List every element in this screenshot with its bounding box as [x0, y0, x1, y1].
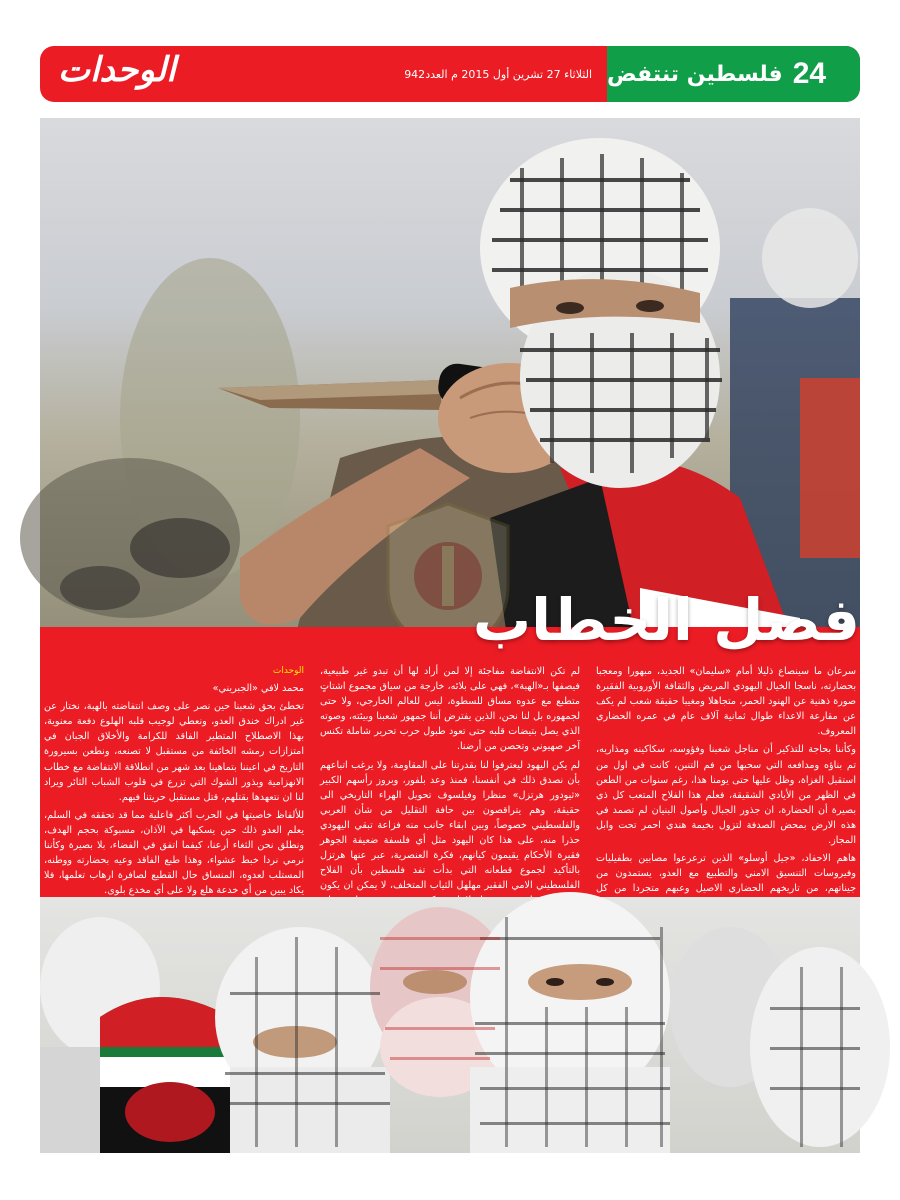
- section-title: فلسطين تنتفض: [607, 61, 783, 87]
- article-column-left: [596, 664, 856, 895]
- page-header: [40, 46, 860, 102]
- paragraph: تخطئ بحق شعبنا حين نصر على وصف انتفاضته بالهبة، نختار عن غير ادراك خندق العدو، ونعطي لوجيب قلبه الهلوع دفعة معنوية، بهذا الاصطلاح المتطير الفاقد للكرامة والأخلاق الجبان في امتزازات رمشه الخائفة من مستقبل لا تصنعه، ونطعن بسيرورة التاريخ في اعيننا بتماهينا بعد شهر من انطلاقة الانتفاضة مع خطاب الانهزامية وبذور الشوك التي تزرع في قلوب الشباب الثائر ويراد لنا ان نتعهدها بقتلهم، قتل مستقبل حريتنا فيهم.: [44, 701, 304, 803]
- paragraph: هاهم الاحفاد، «جيل أوسلو» الذين ترعرعوا مصابين بطفيليات وفيروسات التنسيق الامني والتطبيع مع العدو، يستمدون من جيناتهم، من تاريخهم الحضاري الاصيل وعبهم متجردا من كل: [596, 853, 856, 895]
- article-columns: [44, 664, 856, 897]
- article-column-middle: [320, 664, 580, 892]
- article-column-right: [44, 664, 304, 897]
- paragraph: لم يكن اليهود ليعترفوا لنا بقدرتنا على المقاومة، ولا يرغب اتباعهم بأن نصدق ذلك في أنفسنا، فمنذ وعد بلفور، وبروز رأسهم الكبير «ثيودور هرتزل» منظرا وفيلسوف تحويل الهراء التاريخي الى حقيقة، وهم يتراقصون بين حافة التقليل من شأن العربي والفلسطيني خصوصاً، وبين ابقاء جانب منه فزاعة تبقي اليهودي حذرا منه، على هذا كان اليهود مثل أي فلسفة ضعيفة الجوهر فقيرة الأحكام يقيمون كيانهم، فكرة العنصرية، عبر عنها هرتزل بالتأكيد لجموع قطعانه التي بدأت تفد فلسطين بأن الفلاح الفلسطيني الامي الفقير مهلهل الثياب المتخلف، لا يمكن ان يكون: [320, 759, 580, 892]
- brand-logo: الوحدات: [58, 50, 176, 90]
- paragraph: للألفاظ خاصيتها في الحرب أكثر فاعلية مما قد تحققه في السلم، يعلم العدو ذلك حين يسكبها في الآذان، مسبوكة بحجم الهدف، ونطلق نحن الثغاء أرعنا، كيفما اتفق في الفضاء، بلا بصيرة وكأننا نرمي نردا خبط عشواء، وهذا طبع الفاقد وعيه بحضارته ووطنه، المستلب لعدوه، المنساق حال القطيع لصافرة ارهاب تعلمها، فلا يكاد يبين من أي خدعة هلع ولا على أي مخدع بلوى.: [44, 809, 304, 897]
- issue-date: الثلاثاء 27 تشرين أول 2015 م العدد942: [404, 68, 592, 81]
- author-line: محمد لافي «الجبريني»: [212, 683, 304, 695]
- paragraph: سرعان ما سينصاع ذليلا أمام «سليمان» الجديد، مبهورا ومعجبا بحضارته، ناسجا الخيال اليهودي المريض والثقافة الأوروبية الفقيرة صورة ذهنية عن الهنود الحمر، متجاهلا ومغيبا حقيقة شعب لم يكف عن مقارعة الاعداء طوال ثمانية آلاف عام في عمره الحضاري المعروف.: [596, 666, 856, 738]
- paragraph: وكأننا بحاجة للتذكير أن مناجل شعبنا وفؤوسه، سكاكينه ومذاريه، تم بناؤه ومدافعه التي سحبها من فم التنين، كانت في اول من استقبل الغزاة، وظل عليها حتى يومنا هذا، رغم سنوات من الطعن في الظهر من الأيادي الشقيقة، فعلم هذا الفلاح المتعب كل ذي بصيرة أن الحضارة، ان جذور الجبال وأصول البنيان لم تصمد في هذه الارض بمحض الصدفة لتزول بخيمة هندي احمر تحت وابل المجاز.: [596, 744, 856, 847]
- page-number: 24: [792, 57, 827, 90]
- paragraph: لم تكن الانتفاضة مفاجئة إلا لمن أراد لها أن تبدو غير طبيعية، فيصفها بـ«الهبة»، فهي على بلائه، خارجة من سياق مجموع اشتاتٍ متطبع مع عدوه مساق للسطوة، ليس للعالم الخارجي، ولا حتى لجمهوره بل لنا نحن، الذين يفترض أننا جمهور شعبنا وبيئته، وصوته الذي يصل بتيضات قلبه حتى تعود طبول حرب تحرير شاملة تكنس آخر صهيوني وتحصن من أرضنا.: [320, 666, 580, 753]
- source-tag: الوحدات: [272, 666, 304, 676]
- section-banner: [607, 46, 860, 102]
- secondary-photo: [40, 897, 860, 1153]
- headline: فصل الخطاب: [472, 586, 860, 654]
- secondary-photo-illustration: [40, 897, 860, 1153]
